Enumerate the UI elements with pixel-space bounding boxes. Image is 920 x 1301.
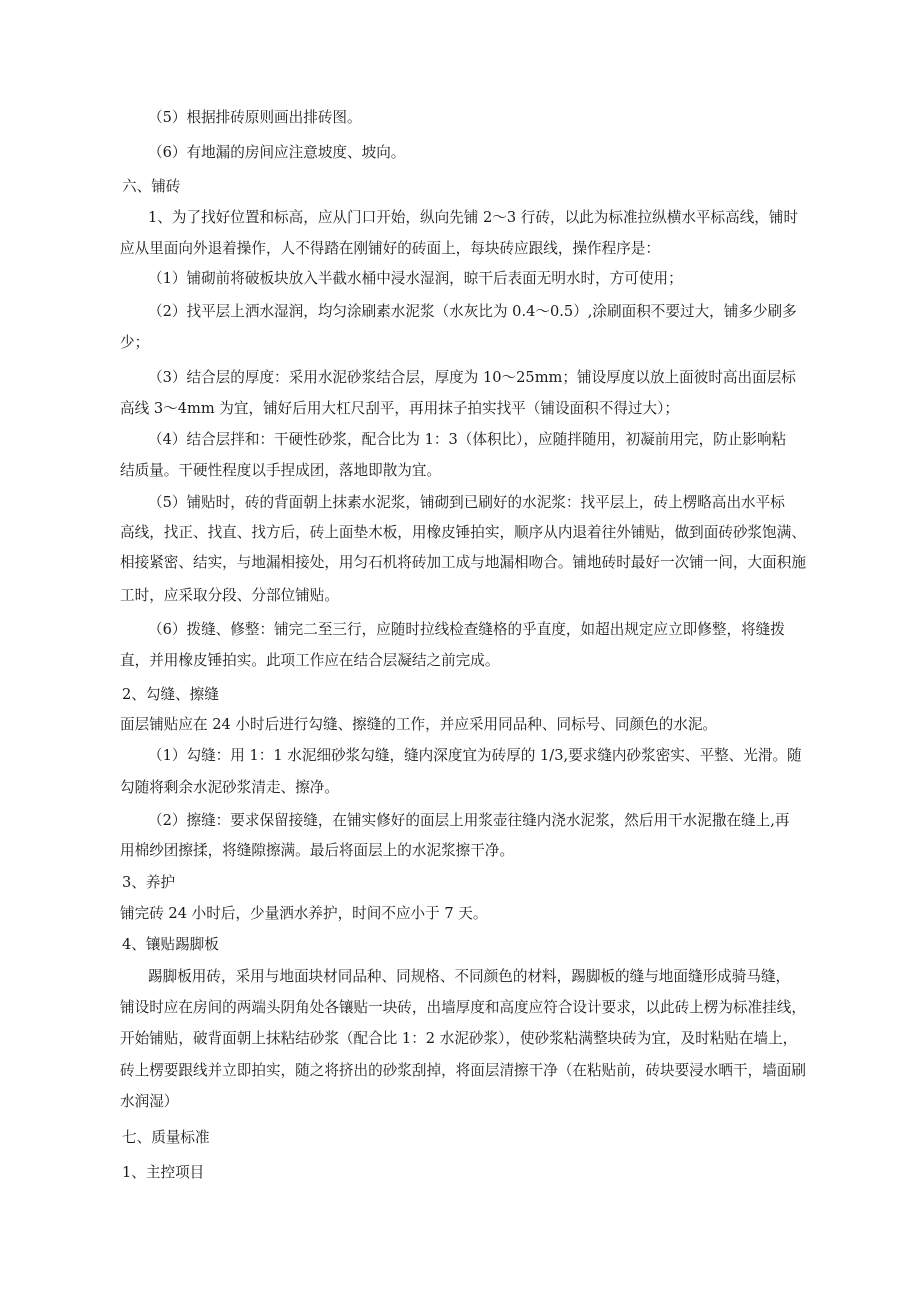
section-heading: 3、养护	[122, 874, 176, 891]
text-line: 结质量。干硬性程度以手捏成团，落地即散为宜。	[120, 462, 442, 479]
text-line: 少；	[120, 334, 150, 351]
text-line: （2）擦缝：要求保留接缝，在铺实修好的面层上用浆壶往缝内浇水泥浆，然后用干水泥撒在缝上,再	[148, 812, 790, 829]
section-heading: 七、质量标准	[122, 1129, 210, 1146]
text-line: 高线 3～4mm 为宜，铺好后用大杠尺刮平，再用抹子拍实找平（铺设面积不得过大）；	[120, 400, 680, 417]
text-line: 应从里面向外退着操作，人不得踏在刚铺好的砖面上，每块砖应跟线，操作程序是：	[120, 240, 660, 257]
text-line: 水润湿）	[120, 1093, 179, 1110]
text-line: 砖上楞要跟线并立即拍实，随之将挤出的砂浆刮掉，将面层清擦干净（在粘贴前，砖块要浸水晒干，墙面刷	[120, 1062, 806, 1079]
section-heading: 2、勾缝、擦缝	[122, 686, 219, 703]
text-line: 相接紧密、结实，与地漏相接处，用匀石机将砖加工成与地漏相吻合。铺地砖时最好一次铺一间，大面积施	[120, 554, 806, 571]
text-line: 开始铺贴，破背面朝上抹粘结砂浆（配合比 1：2 水泥砂浆），使砂浆粘满整块砖为宜，及时粘贴在墙上，	[120, 1030, 798, 1047]
text-line: （5）根据排砖原则画出排砖图。	[148, 109, 362, 126]
text-line: （1）铺砌前将破板块放入半截水桶中浸水湿润，晾干后表面无明水时，方可使用；	[148, 270, 683, 287]
text-line: （5）铺贴时，砖的背面朝上抹素水泥浆，铺砌到已刷好的水泥浆：找平层上，砖上楞略高出水平标	[148, 494, 785, 511]
text-line: 工时，应采取分段、分部位铺贴。	[120, 587, 339, 604]
text-line: 面层铺贴应在 24 小时后进行勾缝、擦缝的工作，并应采用同品种、同标号、同颜色的水泥。	[120, 716, 718, 733]
section-heading: 4、镶贴踢脚板	[122, 936, 219, 953]
text-line: 高线，找正、找直、找方后，砖上面垫木板，用橡皮锤拍实，顺序从内退着往外铺贴，做到面砖砂浆饱满、	[120, 524, 806, 541]
text-line: 1、为了找好位置和标高，应从门口开始，纵向先铺 2～3 行砖，以此为标准拉纵横水平标高线，铺时	[148, 209, 799, 226]
text-line: 踢脚板用砖，采用与地面块材同品种、同规格、不同颜色的材料，踢脚板的缝与地面缝形成骑马缝，	[148, 968, 791, 985]
text-line: （2）找平层上洒水湿润，均匀涂刷素水泥浆（水灰比为 0.4～0.5）,涂刷面积不要过大，铺多少刷多	[148, 303, 797, 320]
text-line: 勾随将剩余水泥砂浆清走、擦净。	[120, 779, 339, 796]
text-line: 用棉纱团擦揉，将缝隙擦满。最后将面层上的水泥浆擦干净。	[120, 842, 515, 859]
text-line: 铺完砖 24 小时后，少量洒水养护，时间不应小于 7 天。	[120, 905, 488, 922]
section-heading: 1、主控项目	[122, 1164, 205, 1181]
text-line: 直，并用橡皮锤拍实。此项工作应在结合层凝结之前完成。	[120, 652, 500, 669]
text-line: （6）有地漏的房间应注意坡度、坡向。	[148, 144, 406, 161]
text-line: （4）结合层拌和：干硬性砂浆，配合比为 1：3（体积比），应随拌随用，初凝前用完，防止影响粘	[148, 431, 787, 448]
text-line: （6）拨缝、修整：铺完二至三行，应随时拉线检查缝格的乎直度，如超出规定应立即修整，将缝拨	[148, 621, 785, 638]
section-heading: 六、铺砖	[122, 178, 181, 195]
text-line: （3）结合层的厚度：采用水泥砂浆结合层，厚度为 10～25mm；铺设厚度以放上面彼时高出面层标	[148, 369, 796, 386]
text-line: （1）勾缝：用 1：1 水泥细砂浆勾缝，缝内深度宜为砖厚的 1/3,要求缝内砂浆密实、平整、光滑。随	[148, 747, 802, 764]
text-line: 铺设时应在房间的两端头阴角处各镶贴一块砖，出墙厚度和高度应符合设计要求，以此砖上楞为标准挂线，	[120, 999, 806, 1016]
